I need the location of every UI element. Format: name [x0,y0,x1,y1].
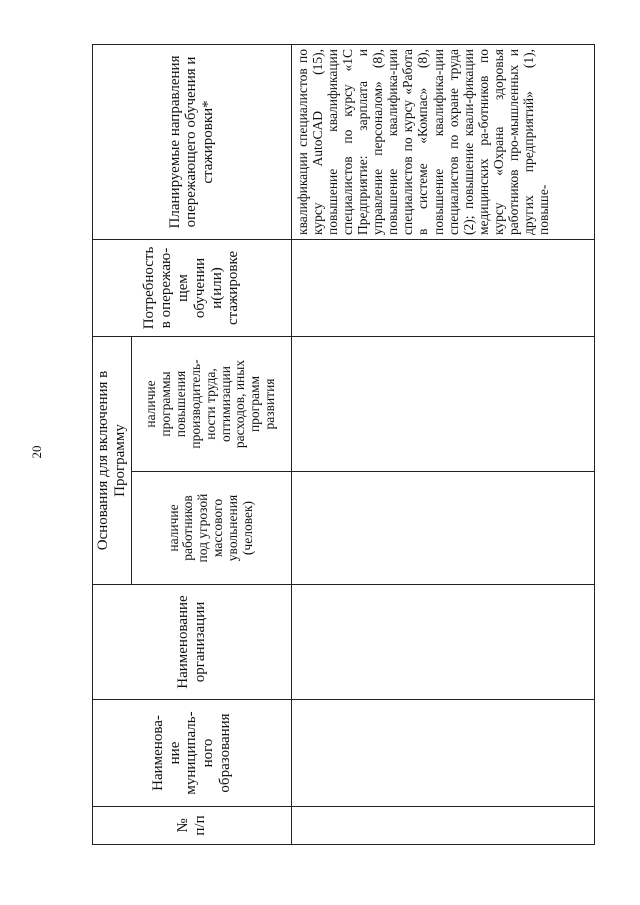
header-grounds-sub1: наличие работников под угрозой массового увольнения (человек) [131,472,291,585]
header-organization: Наименование организации [93,585,292,700]
header-num: № п/п [93,807,292,845]
header-grounds-sub2: наличие программы повышения производитель- ности труда, оптимизации расходов, иных программ развития [131,336,291,471]
rotated-sheet [92,45,595,845]
header-need: Потребность в опережаю- щем обучении и(или) стажировке [93,239,292,336]
page-number: 20 [29,445,44,459]
header-row-1 [93,44,132,844]
row-need [291,239,594,336]
row-planned: квалификации специалистов по курсу AutoCAD (15), повышение квалификации специалистов по курсу «1С Предприятие: зарплата и управление персоналом» (8), повышение квалифика-ции специалистов по курсу «Работа в системе «Компас» (8), повышение квалифика-ции специалистов по охране труда (2); повышение квали-фикации медицинских ра-ботников по курсу «Охрана здоровья работников про-мышленных и других предприятий» (1), повыше- [291,44,594,239]
table-row [291,44,594,844]
row-grounds-sub2 [291,336,594,471]
header-grounds-group: Основания для включения в Программу [93,336,132,584]
row-num [291,807,594,845]
row-organization [291,585,594,700]
header-planned: Планируемые направления опережающего обучения и стажировки* [93,44,292,239]
row-grounds-sub1 [291,472,594,585]
programme-table [92,44,595,845]
table-wrapper [92,45,640,845]
row-municipality [291,700,594,807]
header-municipality: Наименова- ние муниципаль- ного образования [93,700,292,807]
